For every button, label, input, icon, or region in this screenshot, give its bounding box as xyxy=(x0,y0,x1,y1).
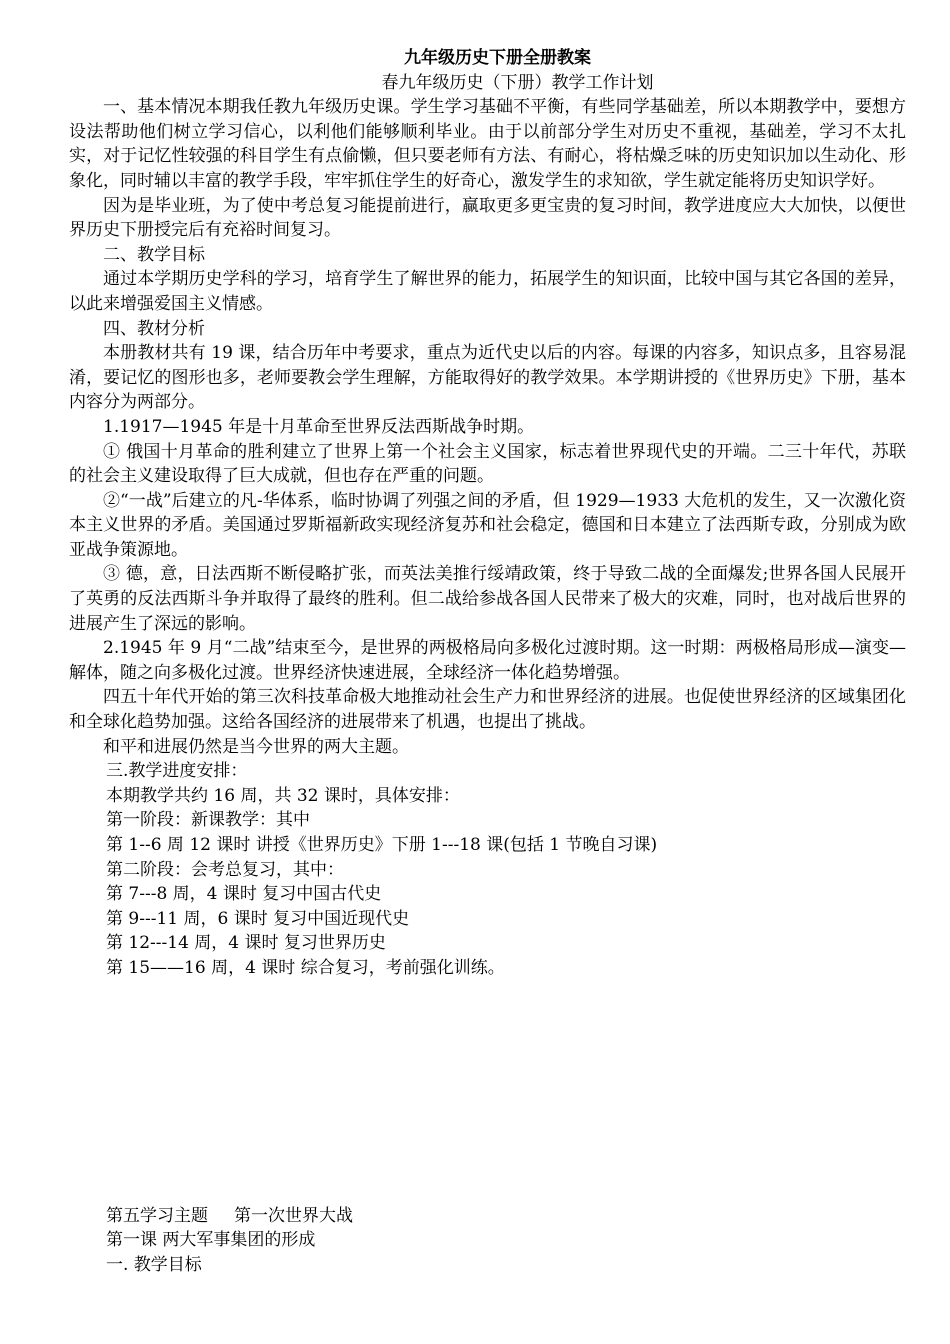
schedule-line: 第 15——16 周，4 课时 综合复习，考前强化训练。 xyxy=(106,957,505,978)
schedule-line: 第 12---14 周，4 课时 复习世界历史 xyxy=(106,933,386,954)
heading-teaching-goals: 二、教学目标 xyxy=(103,244,205,265)
document-subtitle: 春九年级历史（下册）教学工作计划 xyxy=(381,72,654,93)
paragraph-basic-situation: 一、基本情况本期我任教九年级历史课。学生学习基础不平衡，有些同学基础差，所以本期教学中，要想方设法帮助他们树立学习信心，以利他们能够顺利毕业。由于以前部分学生对历史不重视，基础差，学习不太扎实，对于记忆性较强的科目学生有点偷懒，但只要老师有方法、有耐心，将枯燥乏味的历史知识加以生动化、形象化，同时辅以丰富的教学手段，牢牢抓住学生的好奇心，激发学生的求知欲，学生就定能将历史知识学好。 xyxy=(69,97,906,191)
schedule-line: 本期教学共约 16 周，共 32 课时，具体安排： xyxy=(106,785,460,806)
schedule-line: 第一阶段：新课教学：其中 xyxy=(106,810,310,831)
heading-material-analysis: 四、教材分析 xyxy=(103,318,205,339)
theme-title: 第一次世界大战 xyxy=(234,1205,353,1226)
paragraph-period-1: 1.1917—1945 年是十月革命至世界反法西斯战争时期。 xyxy=(103,416,535,437)
paragraph-point-2: ②“一战”后建立的凡-华体系，临时协调了列强之间的矛盾，但 1929—1933 大危机的发生，又一次激化资本主义世界的矛盾。美国通过罗斯福新政实现经济复苏和社会稳定，德国和日本建立了法西斯专政，分别成为欧亚战争策源地。 xyxy=(69,490,906,560)
schedule-line: 第 1--6 周 12 课时 讲授《世界历史》下册 1---18 课(包括 1 节晚自习课) xyxy=(106,835,658,855)
blank-space xyxy=(69,981,906,1204)
lesson-title: 第一课 两大军事集团的形成 xyxy=(106,1230,316,1251)
paragraph-point-3: ③ 德，意，日法西斯不断侵略扩张，而英法美推行绥靖政策，终于导致二战的全面爆发;世界各国人民展开了英勇的反法西斯斗争并取得了最终的胜利。但二战给参战各国人民带来了极大的灾难，同时，也对战后世界的进展产生了深远的影响。 xyxy=(69,564,906,634)
lesson-objective-heading: 一. 教学目标 xyxy=(106,1254,202,1275)
schedule-line: 第 9---11 周，6 课时 复习中国近现代史 xyxy=(106,908,410,929)
paragraph-teaching-goals: 通过本学期历史学科的学习，培育学生了解世界的能力，拓展学生的知识面，比较中国与其它各国的差异，以此来增强爱国主义情感。 xyxy=(69,269,906,314)
paragraph-graduating-class: 因为是毕业班，为了使中考总复习能提前进行，赢取更多更宝贵的复习时间，教学进度应大大加快，以便世界历史下册授完后有充裕时间复习。 xyxy=(69,195,906,241)
paragraph-point-1: ① 俄国十月革命的胜利建立了世界上第一个社会主义国家，标志着世界现代史的开端。二三十年代，苏联的社会主义建设取得了巨大成就，但也存在严重的问题。 xyxy=(69,441,906,487)
paragraph-tech-revolution: 四五十年代开始的第三次科技革命极大地推动社会生产力和世界经济的进展。也促使世界经济的区域集团化和全球化趋势加强。这给各国经济的进展带来了机遇，也提出了挑战。 xyxy=(69,687,906,733)
paragraph-peace-development: 和平和进展仍然是当今世界的两大主题。 xyxy=(103,736,409,757)
document-title: 九年级历史下册全册教案 xyxy=(404,48,591,68)
heading-schedule: 三.教学进度安排： xyxy=(106,761,248,782)
paragraph-material-analysis: 本册教材共有 19 课，结合历年中考要求，重点为近代史以后的内容。每课的内容多，知识点多，且容易混淆，要记忆的图形也多，老师要教会学生理解，方能取得好的教学效果。本学期讲授的《世界历史》下册，基本内容分为两部分。 xyxy=(69,343,906,413)
schedule-line: 第 7---8 周，4 课时 复习中国古代史 xyxy=(106,884,382,905)
schedule-line: 第二阶段：会考总复习，其中： xyxy=(106,859,344,880)
theme-label: 第五学习主题 xyxy=(106,1205,208,1226)
paragraph-period-2: 2.1945 年 9 月“二战”结束至今，是世界的两极格局向多极化过渡时期。这一时期：两极格局形成—演变—解体，随之向多极化过渡。世界经济快速进展，全球经济一体化趋势增强。 xyxy=(69,638,906,683)
theme-heading xyxy=(69,1204,906,1229)
